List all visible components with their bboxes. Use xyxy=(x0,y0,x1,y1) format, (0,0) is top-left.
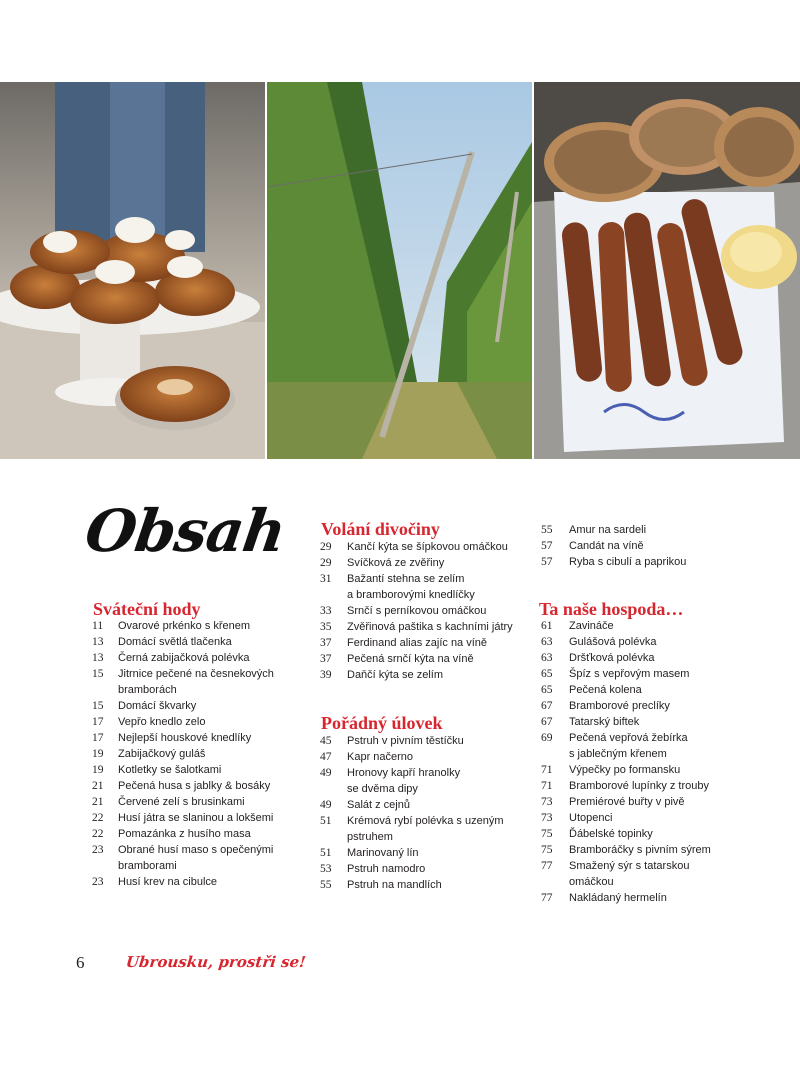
toc-page-number: 37 xyxy=(320,637,332,649)
toc-entry[interactable] xyxy=(541,714,639,730)
toc-entry-continuation xyxy=(92,858,177,874)
toc-entry[interactable] xyxy=(541,778,709,794)
toc-page-number: 21 xyxy=(92,780,104,792)
toc-entry[interactable] xyxy=(541,794,685,810)
toc-entry-title: Výpečky po formansku xyxy=(569,764,681,776)
toc-entry[interactable] xyxy=(92,778,270,794)
toc-page-number: 57 xyxy=(541,540,553,552)
toc-entry-title: Premiérové buřty v pivě xyxy=(569,796,685,808)
toc-page-number: 17 xyxy=(92,732,104,744)
book-title: Ubrousku, prostři se! xyxy=(125,953,307,971)
toc-entry-title: Salát z cejnů xyxy=(347,799,410,811)
toc-page-number: 67 xyxy=(541,700,553,712)
toc-entry-title: Bažantí stehna se zelím xyxy=(347,573,465,585)
toc-entry[interactable] xyxy=(320,733,464,749)
toc-entry-title: Srnčí s perníkovou omáčkou xyxy=(347,605,487,617)
toc-page-number: 69 xyxy=(541,732,553,744)
photo-hops-image xyxy=(267,82,532,459)
toc-page-number: 17 xyxy=(92,716,104,728)
toc-page-number: 73 xyxy=(541,812,553,824)
toc-entry-title-continued: bramborách xyxy=(118,684,177,696)
toc-entry-title: Husí krev na cibulce xyxy=(118,876,218,888)
toc-page-number: 15 xyxy=(92,668,104,680)
toc-page-number: 23 xyxy=(92,844,104,856)
toc-entry[interactable] xyxy=(541,634,656,650)
toc-entry-continuation xyxy=(320,829,393,845)
toc-entry[interactable] xyxy=(320,555,444,571)
toc-page-number: 19 xyxy=(92,764,104,776)
toc-page-number: 31 xyxy=(320,573,332,585)
toc-entry[interactable] xyxy=(541,730,688,746)
toc-page-number: 13 xyxy=(92,636,104,648)
toc-entry[interactable] xyxy=(92,746,205,762)
toc-entry-title: Ďábelské topinky xyxy=(569,828,653,840)
toc-entry-title: Utopenci xyxy=(569,812,613,824)
toc-entry[interactable] xyxy=(92,618,250,634)
toc-page-number: 53 xyxy=(320,863,332,875)
toc-page-number: 49 xyxy=(320,767,332,779)
toc-entry[interactable] xyxy=(541,650,654,666)
toc-entry[interactable] xyxy=(541,858,689,874)
toc-page-number: 29 xyxy=(320,557,332,569)
toc-entry-title: Zabijačkový guláš xyxy=(118,748,206,760)
toc-page-number: 55 xyxy=(320,879,332,891)
toc-entry[interactable] xyxy=(320,603,486,619)
toc-entry-title: Červené zelí s brusinkami xyxy=(118,796,245,808)
toc-page-number: 65 xyxy=(541,668,553,680)
toc-entry-continuation xyxy=(541,746,667,762)
toc-entry[interactable] xyxy=(541,682,642,698)
page-title: Obsah xyxy=(81,497,290,565)
toc-entry[interactable] xyxy=(320,845,419,861)
toc-entry[interactable] xyxy=(320,861,425,877)
toc-page-number: 29 xyxy=(320,541,332,553)
toc-page-number: 37 xyxy=(320,653,332,665)
toc-entry-title: Krémová rybí polévka s uzeným xyxy=(347,815,504,827)
toc-entry-title: Pečená husa s jablky & bosáky xyxy=(118,780,271,792)
toc-entry-title-continued: s jablečným křenem xyxy=(569,748,667,760)
toc-entry[interactable] xyxy=(541,698,670,714)
toc-page-number: 23 xyxy=(92,876,104,888)
toc-entry-title: Dršťková polévka xyxy=(569,652,655,664)
section-title-poradny-ulovek: Pořádný úlovek xyxy=(321,713,443,733)
toc-entry-title: Pečená srnčí kýta na víně xyxy=(347,653,474,665)
toc-entry-title: Pstruh na mandlích xyxy=(347,879,442,891)
toc-page-number: 75 xyxy=(541,844,553,856)
toc-entry[interactable] xyxy=(541,538,644,554)
toc-page-number: 35 xyxy=(320,621,332,633)
toc-page-number: 57 xyxy=(541,556,553,568)
toc-page-number: 67 xyxy=(541,716,553,728)
toc-page-number: 77 xyxy=(541,860,553,872)
toc-entry-title: Ovarové prkénko s křenem xyxy=(118,620,251,632)
toc-page-number: 21 xyxy=(92,796,104,808)
toc-page-number: 71 xyxy=(541,764,553,776)
toc-page-number: 77 xyxy=(541,892,553,904)
toc-entry-title: Bramboráčky s pivním sýrem xyxy=(569,844,711,856)
toc-entry[interactable] xyxy=(541,842,711,858)
toc-entry-title: Bramborové preclíky xyxy=(569,700,670,712)
toc-entry[interactable] xyxy=(541,890,667,906)
toc-entry[interactable] xyxy=(92,762,221,778)
toc-page-number: 55 xyxy=(541,524,553,536)
toc-entry[interactable] xyxy=(320,749,413,765)
toc-entry[interactable] xyxy=(320,635,487,651)
toc-entry-title: Hronovy kapří hranolky xyxy=(347,767,461,779)
toc-entry-title-continued: a bramborovými knedlíčky xyxy=(347,589,475,601)
toc-page-number: 11 xyxy=(92,620,104,632)
toc-entry-title: Domácí světlá tlačenka xyxy=(118,636,232,648)
toc-entry[interactable] xyxy=(320,571,464,587)
toc-entry[interactable] xyxy=(92,810,273,826)
toc-page-number: 63 xyxy=(541,652,553,664)
toc-entry-title: Kančí kýta se šípkovou omáčkou xyxy=(347,541,508,553)
section-title-ta-nase-hospoda: Ta naše hospoda… xyxy=(539,599,684,619)
toc-entry[interactable] xyxy=(541,762,680,778)
photo-sausages-image xyxy=(534,82,800,459)
toc-entry[interactable] xyxy=(320,877,442,893)
toc-entry-title: Amur na sardeli xyxy=(569,524,647,536)
toc-entry-title-continued: omáčkou xyxy=(569,876,614,888)
toc-page-number: 71 xyxy=(541,780,553,792)
toc-entry[interactable] xyxy=(320,813,504,829)
photo-donuts-image xyxy=(0,82,265,459)
toc-page-number: 15 xyxy=(92,700,104,712)
toc-entry[interactable] xyxy=(541,826,653,842)
toc-entry-title: Obrané husí maso s opečenými xyxy=(118,844,274,856)
toc-page-number: 45 xyxy=(320,735,332,747)
toc-entry-title-continued: pstruhem xyxy=(347,831,393,843)
toc-page-number: 65 xyxy=(541,684,553,696)
toc-entry-title: Candát na víně xyxy=(569,540,644,552)
toc-entry[interactable] xyxy=(320,667,443,683)
toc-page-number: 51 xyxy=(320,815,332,827)
section-title-volani-divociny: Volání divočiny xyxy=(321,519,440,539)
toc-page-number: 13 xyxy=(92,652,104,664)
toc-entry-title-continued: se dvěma dipy xyxy=(347,783,418,795)
toc-entry[interactable] xyxy=(541,554,686,570)
toc-entry-title: Ferdinand alias zajíc na víně xyxy=(347,637,488,649)
toc-page-number: 19 xyxy=(92,748,104,760)
toc-entry-title: Bramborové lupínky z trouby xyxy=(569,780,710,792)
toc-entry-continuation xyxy=(92,682,177,698)
toc-page-number: 49 xyxy=(320,799,332,811)
toc-entry-title: Špíz s vepřovým masem xyxy=(569,668,690,680)
toc-page-number: 73 xyxy=(541,796,553,808)
toc-entry-title: Smažený sýr s tatarskou xyxy=(569,860,690,872)
toc-entry[interactable] xyxy=(541,618,614,634)
photo-strip xyxy=(0,82,800,459)
toc-page-number: 75 xyxy=(541,828,553,840)
toc-entry[interactable] xyxy=(92,826,251,842)
toc-entry-title: Kapr načerno xyxy=(347,751,414,763)
toc-entry-title: Tatarský biftek xyxy=(569,716,640,728)
toc-entry-title: Pečená kolena xyxy=(569,684,642,696)
toc-entry-title: Nakládaný hermelín xyxy=(569,892,667,904)
toc-page-number: 63 xyxy=(541,636,553,648)
toc-entry-title: Pečená vepřová žebírka xyxy=(569,732,688,744)
toc-entry[interactable] xyxy=(92,794,245,810)
toc-entry-title: Svíčková ze zvěřiny xyxy=(347,557,445,569)
toc-entry[interactable] xyxy=(320,619,513,635)
toc-entry[interactable] xyxy=(541,522,646,538)
toc-entry-continuation xyxy=(320,587,475,603)
toc-entry-title: Pomazánka z husího masa xyxy=(118,828,251,840)
toc-entry[interactable] xyxy=(320,539,508,555)
toc-entry[interactable] xyxy=(320,765,460,781)
toc-entry-title: Jitrnice pečené na česnekových xyxy=(118,668,274,680)
toc-entry-title: Husí játra se slaninou a lokšemi xyxy=(118,812,274,824)
toc-entry[interactable] xyxy=(92,842,273,858)
section-title-svatecni-hody: Sváteční hody xyxy=(93,599,201,619)
toc-entry-title: Domácí škvarky xyxy=(118,700,197,712)
toc-page-number: 39 xyxy=(320,669,332,681)
page-number: 6 xyxy=(76,953,85,972)
toc-page-number: 47 xyxy=(320,751,332,763)
toc-entry[interactable] xyxy=(92,730,251,746)
toc-entry[interactable] xyxy=(320,797,410,813)
toc-entry[interactable] xyxy=(92,666,274,682)
toc-entry-title: Pstruh v pivním těstíčku xyxy=(347,735,464,747)
toc-entry-title: Kotletky se šalotkami xyxy=(118,764,222,776)
toc-entry[interactable] xyxy=(541,810,612,826)
toc-entry-title: Pstruh namodro xyxy=(347,863,426,875)
toc-entry[interactable] xyxy=(92,874,217,890)
toc-page-number: 51 xyxy=(320,847,332,859)
toc-entry-title-continued: bramborami xyxy=(118,860,177,872)
toc-entry-title: Ryba s cibulí a paprikou xyxy=(569,556,687,568)
toc-entry-title: Daňčí kýta se zelím xyxy=(347,669,443,681)
toc-entry-title: Marinovaný lín xyxy=(347,847,419,859)
toc-page-number: 22 xyxy=(92,828,104,840)
toc-page-number: 22 xyxy=(92,812,104,824)
toc-entry-title: Gulášová polévka xyxy=(569,636,657,648)
toc-entry-title: Nejlepší houskové knedlíky xyxy=(118,732,252,744)
toc-entry-title: Zavináče xyxy=(569,620,614,632)
toc-entry-continuation xyxy=(541,874,614,890)
toc-entry[interactable] xyxy=(541,666,689,682)
toc-entry[interactable] xyxy=(92,650,249,666)
toc-entry-title: Zvěřinová paštika s kachními játry xyxy=(347,621,513,633)
toc-entry[interactable] xyxy=(92,634,232,650)
toc-entry[interactable] xyxy=(92,698,196,714)
toc-entry[interactable] xyxy=(92,714,205,730)
toc-entry-title: Černá zabijačková polévka xyxy=(118,652,250,664)
toc-page-number: 61 xyxy=(541,620,553,632)
toc-entry[interactable] xyxy=(320,651,474,667)
toc-entry-continuation xyxy=(320,781,418,797)
toc-page-number: 33 xyxy=(320,605,332,617)
toc-entry-title: Vepřo knedlo zelo xyxy=(118,716,206,728)
